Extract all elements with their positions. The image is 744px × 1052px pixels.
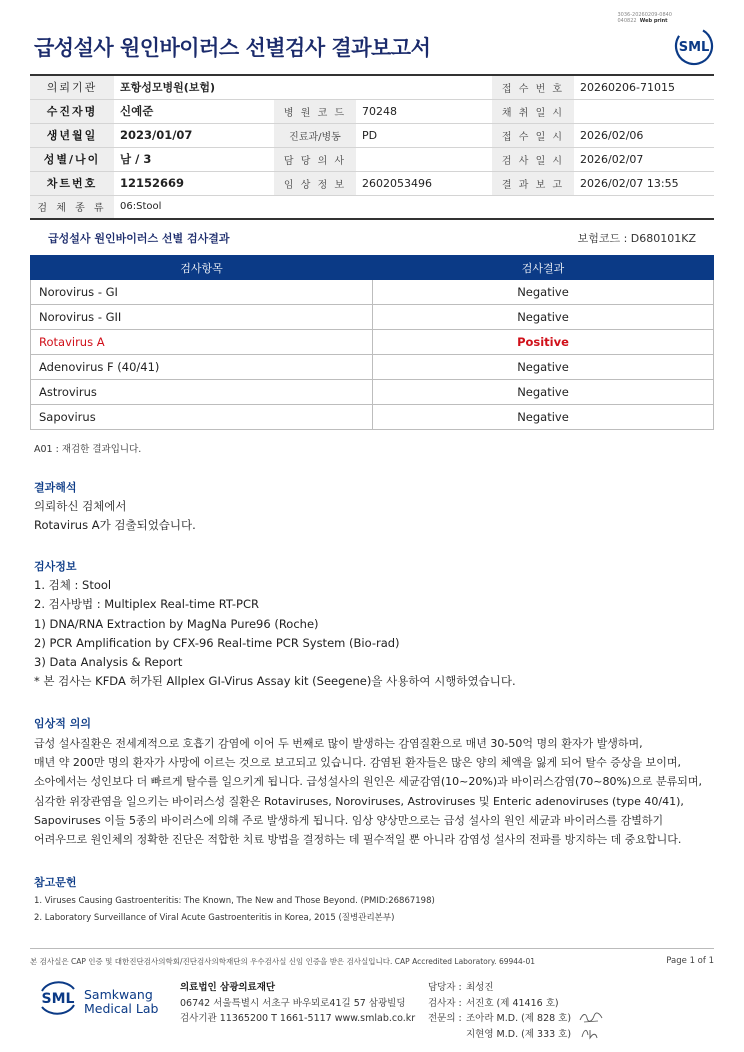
svg-text:SML: SML xyxy=(41,991,75,1007)
sml-footer-logo xyxy=(36,981,80,1015)
dept-label: 진료과/병동 xyxy=(274,123,356,147)
clinical-info-label: 임 상 정 보 xyxy=(274,171,356,195)
reception-no-value: 20260206-71015 xyxy=(574,75,714,99)
test-result: Negative xyxy=(373,280,714,305)
test-result: Negative xyxy=(373,380,714,405)
table-row xyxy=(31,305,714,330)
report-value: 2026/02/07 13:55 xyxy=(574,171,714,195)
dob-label: 생년월일 xyxy=(30,123,114,147)
print-code: 3036-20260209-0840 040822 Web print xyxy=(617,12,672,24)
test-item: Sapovirus xyxy=(31,405,373,430)
org-info: 의료법인 삼광의료재단 06742 서울특별시 서초구 바우뫼로41길 57 삼광빌딩 검사기관 11365200 T 1661-5117 www.smlab.co.kr xyxy=(180,982,416,1024)
brand-name: Samkwang Medical Lab xyxy=(84,987,159,1016)
hospital-code-label: 병 원 코 드 xyxy=(274,99,356,123)
hospital-code-value: 70248 xyxy=(356,99,492,123)
test-result: Negative xyxy=(373,305,714,330)
interpretation-heading: 결과해석 xyxy=(34,481,77,494)
patient-label: 수진자명 xyxy=(30,99,114,123)
clinical-info-value: 2602053496 xyxy=(356,171,492,195)
references-text: 1. Viruses Causing Gastroenteritis: The Known, The New and Those Beyond. (PMID:26867198) 2. Laboratory Surveillance of Viral Acute Gastroenteritis in Korea, 2015 (질병관리본부) xyxy=(34,896,435,923)
col-result-header: 검사결과 xyxy=(373,256,714,280)
sex-age-value: 남 / 3 xyxy=(114,147,274,171)
test-item: Astrovirus xyxy=(31,380,373,405)
table-row xyxy=(31,405,714,430)
specimen-label: 검 체 종 류 xyxy=(30,195,114,219)
chart-value: 12152669 xyxy=(114,171,274,195)
page-number: Page 1 of 1 xyxy=(666,956,714,966)
footer-divider xyxy=(30,948,714,949)
patient-value: 신예준 xyxy=(114,99,274,123)
collection-date-value xyxy=(574,99,714,123)
section-title: 급성설사 원인바이러스 선별 검사결과 xyxy=(48,232,230,245)
test-result: Positive xyxy=(373,330,714,355)
retest-note: A01 : 재검한 결과입니다. xyxy=(34,444,142,455)
page-title: 급성설사 원인바이러스 선별검사 결과보고서 xyxy=(34,36,431,60)
table-row xyxy=(31,280,714,305)
test-result: Negative xyxy=(373,355,714,380)
test-info-heading: 검사정보 xyxy=(34,560,77,573)
test-item: Adenovirus F (40/41) xyxy=(31,355,373,380)
test-item: Norovirus - GI xyxy=(31,280,373,305)
test-date-label: 검 사 일 시 xyxy=(492,147,574,171)
requester-value: 포항성모병원(보험) xyxy=(114,75,492,99)
dob-value: 2023/01/07 xyxy=(114,123,274,147)
signature-1 xyxy=(578,1011,604,1025)
patient-info-table xyxy=(30,74,714,220)
clinical-heading: 임상적 의의 xyxy=(34,717,91,730)
requester-label: 의뢰기관 xyxy=(30,75,114,99)
interpretation-text: 의뢰하신 검체에서 Rotavirus A가 검출되었습니다. xyxy=(34,499,196,533)
table-row xyxy=(31,355,714,380)
results-table xyxy=(30,255,714,430)
test-item: Rotavirus A xyxy=(31,330,373,355)
sml-logo xyxy=(674,26,714,66)
reception-no-label: 접 수 번 호 xyxy=(492,75,574,99)
report-label: 결 과 보 고 xyxy=(492,171,574,195)
result-section-header xyxy=(30,226,714,246)
staff-info: 담당자 : 최성진 검사자 : 서진호 (제 41416 호) 전문의 : 조아라 M.D. (제 828 호) 지현영 M.D. (제 333 호) xyxy=(428,982,572,1040)
references-heading: 참고문헌 xyxy=(34,876,77,889)
accreditation-note: 본 검사실은 CAP 인증 및 대한진단검사의학회/진단검사의학재단의 우수검사실 신임 인증을 받은 검사실입니다. CAP Accredited Laboratory. 69944-01 xyxy=(30,957,536,966)
sex-age-label: 성별/나이 xyxy=(30,147,114,171)
signature-2 xyxy=(578,1026,604,1040)
col-item-header: 검사항목 xyxy=(31,256,373,280)
test-item: Norovirus - GII xyxy=(31,305,373,330)
doctor-value xyxy=(356,147,492,171)
test-info-text: 1. 검체 : Stool 2. 검사방법 : Multiplex Real-time RT-PCR 1) DNA/RNA Extraction by MagNa Pure96 (Roche) 2) PCR Amplification by CFX-96 Real-time PCR System (Bio-rad) 3) Data Analysis & Report * 본 검사는 KFDA 허가된 Allplex GI-Virus Assay kit (Seegene)을 사용하여 시행하였습니다. xyxy=(34,578,516,689)
specimen-value: 06:Stool xyxy=(114,195,714,219)
table-row xyxy=(31,380,714,405)
reception-date-label: 접 수 일 시 xyxy=(492,123,574,147)
svg-text:SML: SML xyxy=(678,40,710,55)
doctor-label: 담 당 의 사 xyxy=(274,147,356,171)
test-date-value: 2026/02/07 xyxy=(574,147,714,171)
table-row-positive xyxy=(31,330,714,355)
dept-value: PD xyxy=(356,123,492,147)
reception-date-value: 2026/02/06 xyxy=(574,123,714,147)
test-result: Negative xyxy=(373,405,714,430)
insurance-code: 보험코드 : D680101KZ xyxy=(577,232,696,245)
chart-label: 차트번호 xyxy=(30,171,114,195)
clinical-text: 급성 설사질환은 전세계적으로 호흡기 감염에 이어 두 번째로 많이 발생하는 감염질환으로 매년 30-50억 명의 환자가 발생하며, 매년 약 200만 명의 환자가 사망에 이르는 것으로 보고되고 있습니다. 감염된 환자들은 많은 양의 체액을 잃게 되어 탈수 증상을 보이며, 소아에서는 성인보다 더 빠르게 탈수를 일으키게 됩니다. 급성설사의 원인은 세균감염(10~20%)과 바이러스감염(70~80%)으로 분류되며, 심각한 위장관염을 일으키는 바이러스성 질환은 Rotaviruses, Noroviruses, Astroviruses 및 Enteric adenoviruses (type 40/41), Sapoviruses 이들 5종의 바이러스에 의해 주로 발생하게 됩니다. 임상 양상만으로는 급성 설사의 원인 세균과 바이러스를 감별하기 어려우므로 원인체의 정확한 진단은 적합한 치료 방법을 결정하는 데 필수적일 뿐 아니라 감염성 설사의 전파를 방지하는 데 중요합니다. xyxy=(34,737,702,847)
collection-date-label: 채 취 일 시 xyxy=(492,99,574,123)
